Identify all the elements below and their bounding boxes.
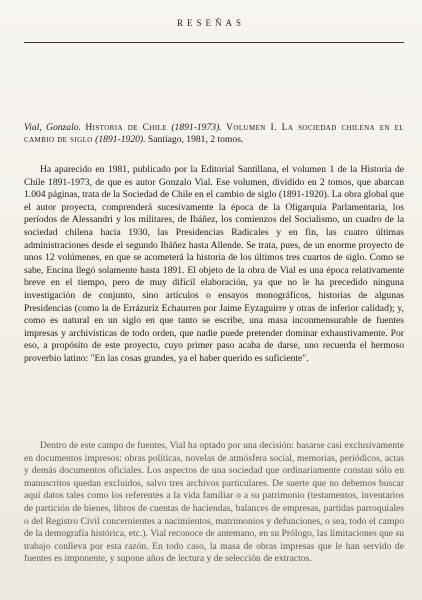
citation-volume: Volumen I. La sociedad chilena en el cambio de siglo bbox=[24, 122, 404, 146]
citation-author: Vial, Gonzalo. bbox=[24, 122, 81, 133]
citation-title: Historia de Chile bbox=[85, 122, 167, 133]
review-paragraph-2: Dentro de este campo de fuentes, Vial ha optado por una decisión: basarse casi exclusivamente en documentos impresos: obras políticas, novelas de atmósfera social, memorias, periódicos, actas y demás documentos oficiales. Los aspectos de una sociedad que ordinariamente constan sólo en manuscritos quedan excluidos, salvo tres archivos particulares. De suerte que no debemos buscar aquí datos tales como los referentes a la vida familiar o a su patrimonio (testamentos, inventarios de partición de bienes, libros de cuentas de haciendas, balances de empresas, partidas parroquiales o del Registro Civil concernientes a nacimientos, matrimonios y defunciones, o sea, todo el campo de la demografía histórica, etc.). Vial reconoce de antemano, en su Prólogo, las limitaciones que su trabajo conlleva por esta razón. En todo caso, la masa de obras impresas que le han servido de fuentes es imponente, y supone años de lectura y de selección de extractos. bbox=[24, 440, 404, 565]
citation-years: (1891-1973). bbox=[171, 122, 222, 133]
review-paragraph-1: Ha aparecido en 1981, publicado por la Editorial Santillana, el volumen 1 de la Historia de Chile 1891-1973, de que es autor Gonzalo Vial. Ese volumen, dividido en 2 tomos, que abarcan 1.004 páginas, trata de la Sociedad de Chile en el cambio de siglo (1891-1920). La obra global que el autor proyecta, comprenderá sucesivamente la época de la Oligarquía Parlamentaria, los períodos de Alessandri y los militares, de Ibáñez, los comienzos del Socialismo, un cuadro de la sociedad chilena hacia 1930, las Presidencias Radicales y en fin, las cuatro últimas administraciones desde el segundo Ibáñez hasta Allende. Se trata, pues, de un enorme proyecto de unos 12 volúmenes, en que se acometerá la historia de los últimos tres cuartos de siglo. Como se sabe, Encina llegó solamente hasta 1891. El objeto de la obra de Vial es una época relativamente breve en el tiempo, pero de muy difícil elaboración, ya que no le ha precedido ninguna investigación de conjunto, sino artículos o ensayos monográficos, historias de algunas Presidencias (como la de Errázuriz Echaurren por Jaime Eyzaguirre y otras de inferior calidad); y, como es natural en un siglo en que tanto se escribe, una masa inconmensurable de fuentes impresas y archivísticas de todo orden, que nadie puede pretender dominar exhaustivamente. Por eso, a propósito de este proyecto, cuyo primer paso acaba de darse, uno recuerda el hermoso proverbio latino: "En las cosas grandes, ya el haber querido es suficiente". bbox=[24, 164, 404, 364]
citation-volume-years: (1891-1920). bbox=[95, 134, 146, 146]
citation-publication: Santiago, 1981, 2 tomos. bbox=[147, 134, 244, 146]
book-citation bbox=[24, 122, 404, 147]
section-header: RESEÑAS bbox=[176, 18, 245, 28]
header-rule bbox=[24, 42, 404, 43]
